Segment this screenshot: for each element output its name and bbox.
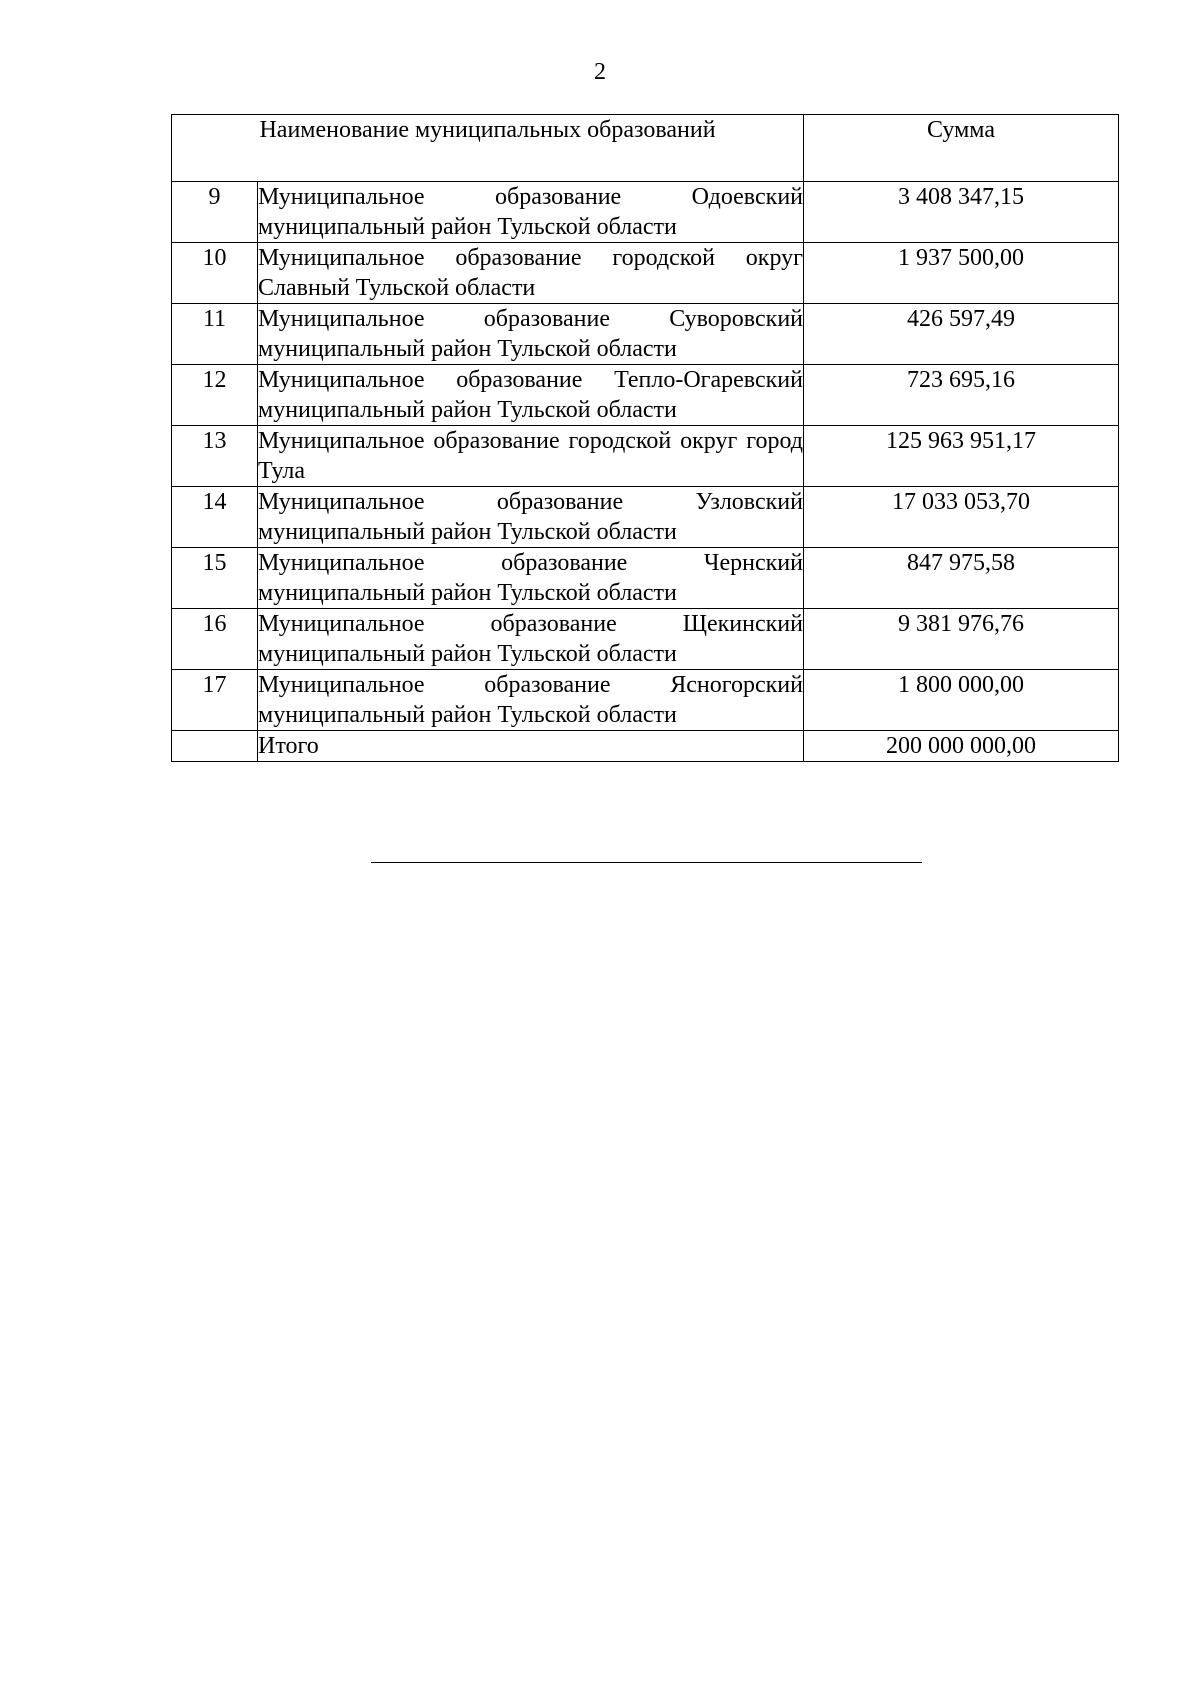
row-number: 9: [172, 182, 258, 243]
row-sum: 426 597,49: [804, 304, 1119, 365]
row-number: 12: [172, 365, 258, 426]
row-name: Муниципальное образование городской округ город Тула: [258, 426, 804, 487]
row-sum: 1 937 500,00: [804, 243, 1119, 304]
row-sum: 17 033 053,70: [804, 487, 1119, 548]
row-name: Муниципальное образование Тепло-Огаревский муниципальный район Тульской области: [258, 365, 804, 426]
total-sum: 200 000 000,00: [804, 731, 1119, 762]
table-row: [172, 426, 1119, 487]
row-number: 15: [172, 548, 258, 609]
row-sum: 723 695,16: [804, 365, 1119, 426]
row-number: 14: [172, 487, 258, 548]
row-number: 10: [172, 243, 258, 304]
page-number: 2: [594, 59, 606, 85]
total-row: [172, 731, 1119, 762]
row-name: Муниципальное образование Щекинский муниципальный район Тульской области: [258, 609, 804, 670]
table-row: [172, 609, 1119, 670]
table-row: [172, 487, 1119, 548]
row-name: Муниципальное образование Чернский муниципальный район Тульской области: [258, 548, 804, 609]
row-sum: 9 381 976,76: [804, 609, 1119, 670]
row-sum: 1 800 000,00: [804, 670, 1119, 731]
total-number-cell: [172, 731, 258, 762]
table-row: [172, 243, 1119, 304]
row-sum: 847 975,58: [804, 548, 1119, 609]
table-header-row: [172, 115, 1119, 182]
table-row: [172, 304, 1119, 365]
row-name: Муниципальное образование Узловский муниципальный район Тульской области: [258, 487, 804, 548]
row-name: Муниципальное образование Одоевский муниципальный район Тульской области: [258, 182, 804, 243]
row-number: 16: [172, 609, 258, 670]
row-sum: 3 408 347,15: [804, 182, 1119, 243]
row-name: Муниципальное образование Ясногорский муниципальный район Тульской области: [258, 670, 804, 731]
table-row: [172, 365, 1119, 426]
table-row: [172, 182, 1119, 243]
row-number: 13: [172, 426, 258, 487]
row-name: Муниципальное образование городской округ Славный Тульской области: [258, 243, 804, 304]
row-number: 11: [172, 304, 258, 365]
row-name: Муниципальное образование Суворовский муниципальный район Тульской области: [258, 304, 804, 365]
total-label: Итого: [258, 731, 804, 762]
table-row: [172, 548, 1119, 609]
allocation-table: [171, 114, 1119, 762]
header-name: Наименование муниципальных образований: [172, 115, 804, 182]
table-row: [172, 670, 1119, 731]
header-sum: Сумма: [804, 115, 1119, 182]
row-number: 17: [172, 670, 258, 731]
row-sum: 125 963 951,17: [804, 426, 1119, 487]
separator-line: [371, 862, 922, 863]
